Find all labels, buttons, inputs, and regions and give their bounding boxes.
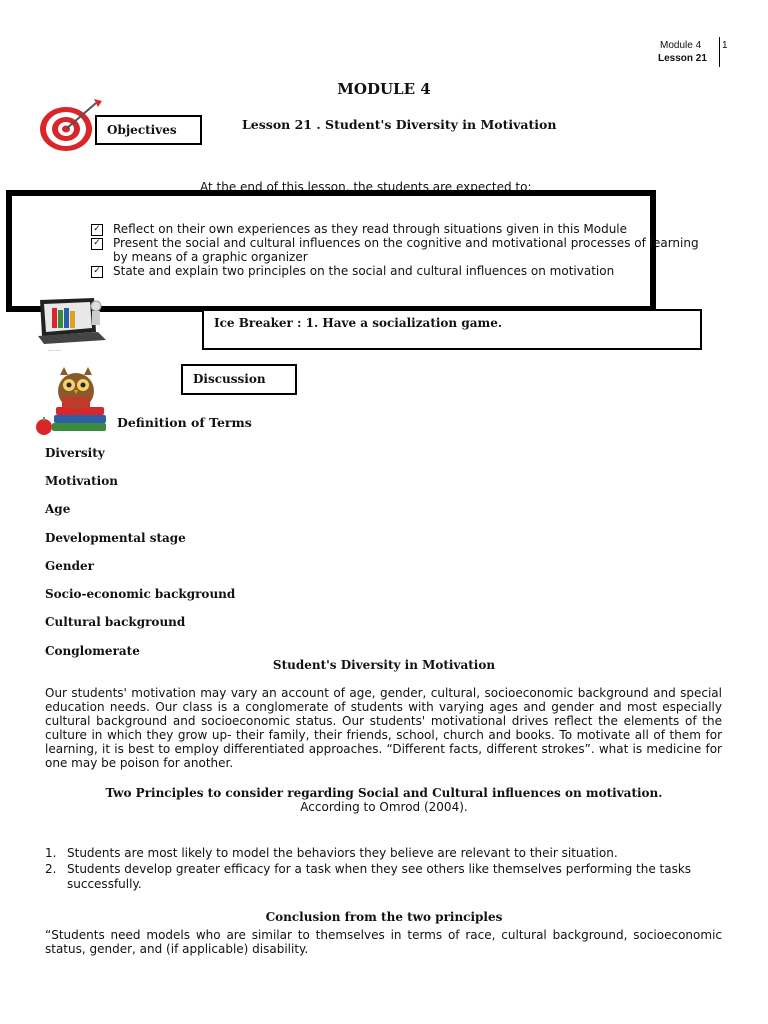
laptop-books-icon (34, 296, 116, 354)
conclusion-text: “Students need models who are similar to themselves in terms of race, cultural background, socioeconomic status, gender, and (if applicable) disability. (45, 928, 722, 956)
principles-source: According to Omrod (2004). (300, 800, 468, 814)
section-title: Student's Diversity in Motivation (272, 658, 496, 672)
term-diversity: Diversity (45, 446, 105, 460)
list-item: 2. Students develop greater efficacy for a task when they see others like themselves performing the tasks successfully. (45, 862, 692, 891)
owl-books-icon (32, 363, 110, 437)
objectives-label: Objectives (95, 115, 202, 145)
body-paragraph: Our students' motivation may vary an account of age, gender, cultural, socioeconomic background and special education needs. Our class is a conglomerate of students with varying ages and gender and most especially cultural background and socioeconomic status. Our students' motivational drives reflect the elements of the culture in which they grow up- their family, their friends, school, church and books. To motivate all of them for learning, it is best to employ differentiated approaches. “Different facts, different strokes”. what is medicine for one may be poison for another. (45, 686, 722, 770)
checkbox-icon: ✓ (91, 266, 103, 278)
checkbox-icon: ✓ (91, 238, 103, 250)
term-cultural-background: Cultural background (45, 615, 186, 629)
term-developmental-stage: Developmental stage (45, 531, 186, 545)
term-gender: Gender (45, 559, 94, 573)
header-lesson: Lesson 21 (658, 53, 707, 64)
checkbox-icon: ✓ (91, 224, 103, 236)
term-socio-economic: Socio-economic background (45, 587, 236, 601)
list-item: ✓ Present the social and cultural influences on the cognitive and motivational processes of learning by means of a graphic organizer (88, 236, 713, 264)
header-module: Module 4 (660, 40, 702, 51)
ice-breaker: Ice Breaker : 1. Have a socialization game. (202, 309, 702, 350)
objectives-intro: At the end of this lesson, the students are expected to: (200, 180, 532, 194)
svg-text:---- ----: ---- ---- (48, 348, 61, 353)
page-title: MODULE 4 (337, 80, 431, 98)
lesson-title: Lesson 21 . Student's Diversity in Motivation (242, 117, 557, 132)
term-motivation: Motivation (45, 474, 118, 488)
list-item: ✓ Reflect on their own experiences as they read through situations given in this Module (88, 222, 713, 236)
principles-list (45, 846, 725, 893)
page-number: 1 (722, 40, 728, 51)
conclusion-title: Conclusion from the two principles (265, 910, 503, 924)
principles-title: Two Principles to consider regarding Social and Cultural influences on motivation. (105, 786, 663, 800)
term-conglomerate: Conglomerate (45, 644, 140, 658)
objectives-list (88, 222, 713, 278)
definition-title: Definition of Terms (117, 415, 252, 430)
term-age: Age (45, 502, 71, 516)
list-item: 1. Students are most likely to model the behaviors they believe are relevant to their situation. (45, 846, 618, 860)
discussion-label: Discussion (181, 364, 297, 395)
list-item: ✓ State and explain two principles on the social and cultural influences on motivation (88, 264, 713, 278)
